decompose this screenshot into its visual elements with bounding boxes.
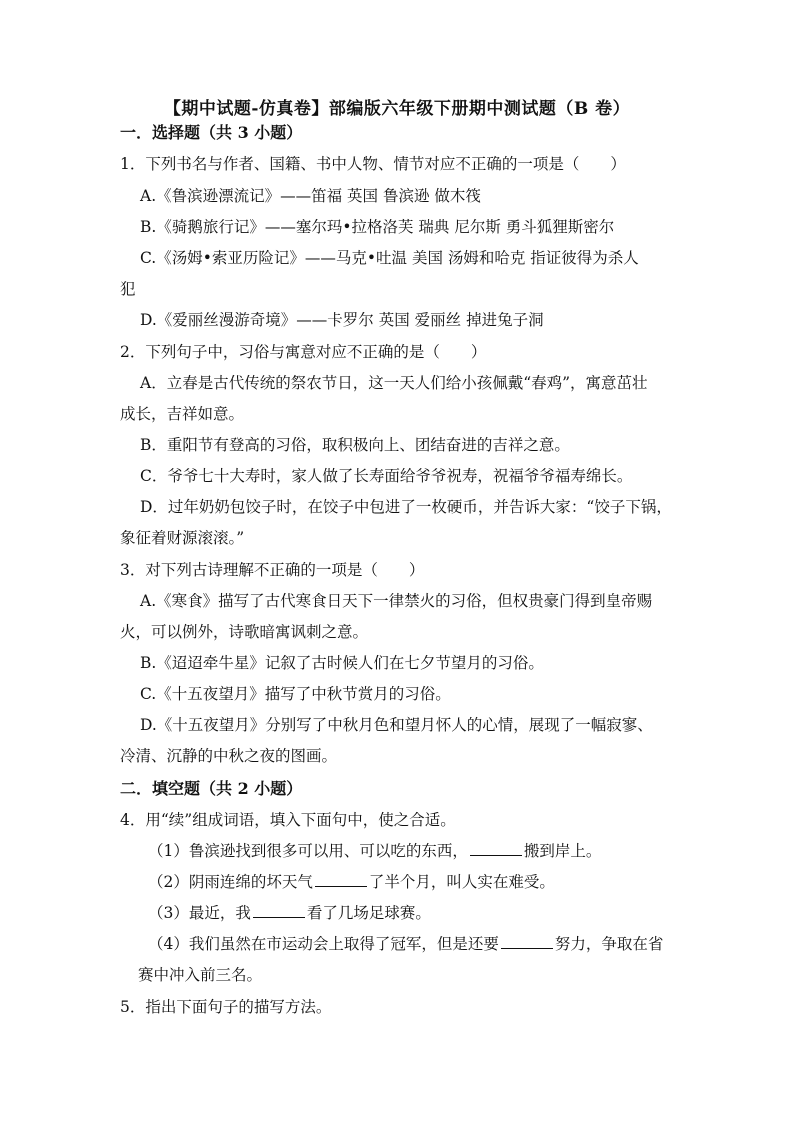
question-2-option-c: C．爷爷七十大寿时，家人做了长寿面给爷爷祝寿，祝福爷爷福寿绵长。	[140, 467, 633, 485]
question-4-sentence-2	[148, 870, 708, 892]
answer-blank[interactable]	[253, 903, 305, 918]
question-1-option-a: A.《鲁滨逊漂流记》——笛福 英国 鲁滨逊 做木筏	[140, 187, 481, 205]
sentence-text: 看了几场足球赛。	[306, 904, 431, 922]
question-3-option-a-cont: 火，可以例外，诗歌暗寓讽刺之意。	[120, 623, 369, 641]
sentence-text: （4）我们虽然在市运动会上取得了冠军，但是还要	[148, 935, 499, 953]
question-3-option-a: A.《寒食》描写了古代寒食日天下一律禁火的习俗，但权贵豪门得到皇帝赐	[140, 592, 653, 610]
question-3-option-b: B.《迢迢牵牛星》记叙了古时候人们在七夕节望月的习俗。	[140, 654, 544, 672]
question-2-option-b: B．重阳节有登高的习俗，取积极向上、团结奋进的吉祥之意。	[140, 436, 570, 454]
question-4-sentence-4-cont: 赛中冲入前三名。	[138, 966, 263, 984]
sentence-text: 了半个月，叫人实在难受。	[368, 873, 555, 891]
question-3-option-c: C.《十五夜望月》描写了中秋节赏月的习俗。	[140, 685, 451, 703]
answer-blank[interactable]	[315, 872, 367, 887]
sentence-text: （2）阴雨连绵的坏天气	[148, 873, 313, 891]
question-2-option-d-cont: 象征着财源滚滚。”	[120, 529, 245, 547]
question-3-option-d-cont: 冷清、沉静的中秋之夜的图画。	[120, 747, 338, 765]
question-4-stem: 4．用“续”组成词语，填入下面句中，使之合适。	[120, 811, 456, 829]
answer-blank[interactable]	[501, 934, 553, 949]
sentence-text: 努力，争取在省	[554, 935, 664, 953]
question-1-option-c: C.《汤姆•索亚历险记》——马克•吐温 美国 汤姆和哈克 指证彼得为杀人	[140, 249, 639, 267]
sentence-text: 搬到岸上。	[523, 842, 602, 860]
section-heading-fill: 二．填空题（共 2 小题）	[120, 779, 303, 798]
question-5-stem: 5．指出下面句子的描写方法。	[120, 998, 332, 1016]
question-1-option-c-cont: 犯	[120, 280, 136, 298]
sentence-text: （3）最近，我	[148, 904, 251, 922]
answer-blank[interactable]	[470, 841, 522, 856]
question-1-option-d: D.《爱丽丝漫游奇境》——卡罗尔 英国 爱丽丝 掉进兔子洞	[140, 311, 544, 329]
question-4-sentence-1	[148, 839, 708, 861]
section-heading-choice: 一．选择题（共 3 小题）	[120, 123, 303, 142]
question-2-stem: 2．下列句子中，习俗与寓意对应不正确的是（ ）	[120, 343, 487, 361]
question-3-option-d: D.《十五夜望月》分别写了中秋月色和望月怀人的心情，展现了一幅寂寥、	[140, 716, 653, 734]
question-1-option-b: B.《骑鹅旅行记》——塞尔玛•拉格洛芙 瑞典 尼尔斯 勇斗狐狸斯密尔	[140, 218, 615, 236]
question-4-sentence-3	[148, 901, 708, 923]
sentence-text: （1）鲁滨逊找到很多可以用、可以吃的东西，	[148, 842, 468, 860]
question-2-option-d: D．过年奶奶包饺子时，在饺子中包进了一枚硬币，并告诉大家：“饺子下锅，	[140, 498, 672, 516]
question-2-option-a: A．立春是古代传统的祭农节日，这一天人们给小孩佩戴“春鸡”，寓意茁壮	[140, 374, 648, 392]
page-title: 【期中试题-仿真卷】部编版六年级下册期中测试题（B 卷）	[163, 99, 631, 119]
question-1-stem: 1．下列书名与作者、国籍、书中人物、情节对应不正确的一项是（ ）	[120, 155, 626, 173]
question-2-option-a-cont: 成长，吉祥如意。	[120, 405, 245, 423]
question-3-stem: 3．对下列古诗理解不正确的一项是（ ）	[120, 561, 425, 579]
question-4-sentence-4	[148, 932, 708, 954]
